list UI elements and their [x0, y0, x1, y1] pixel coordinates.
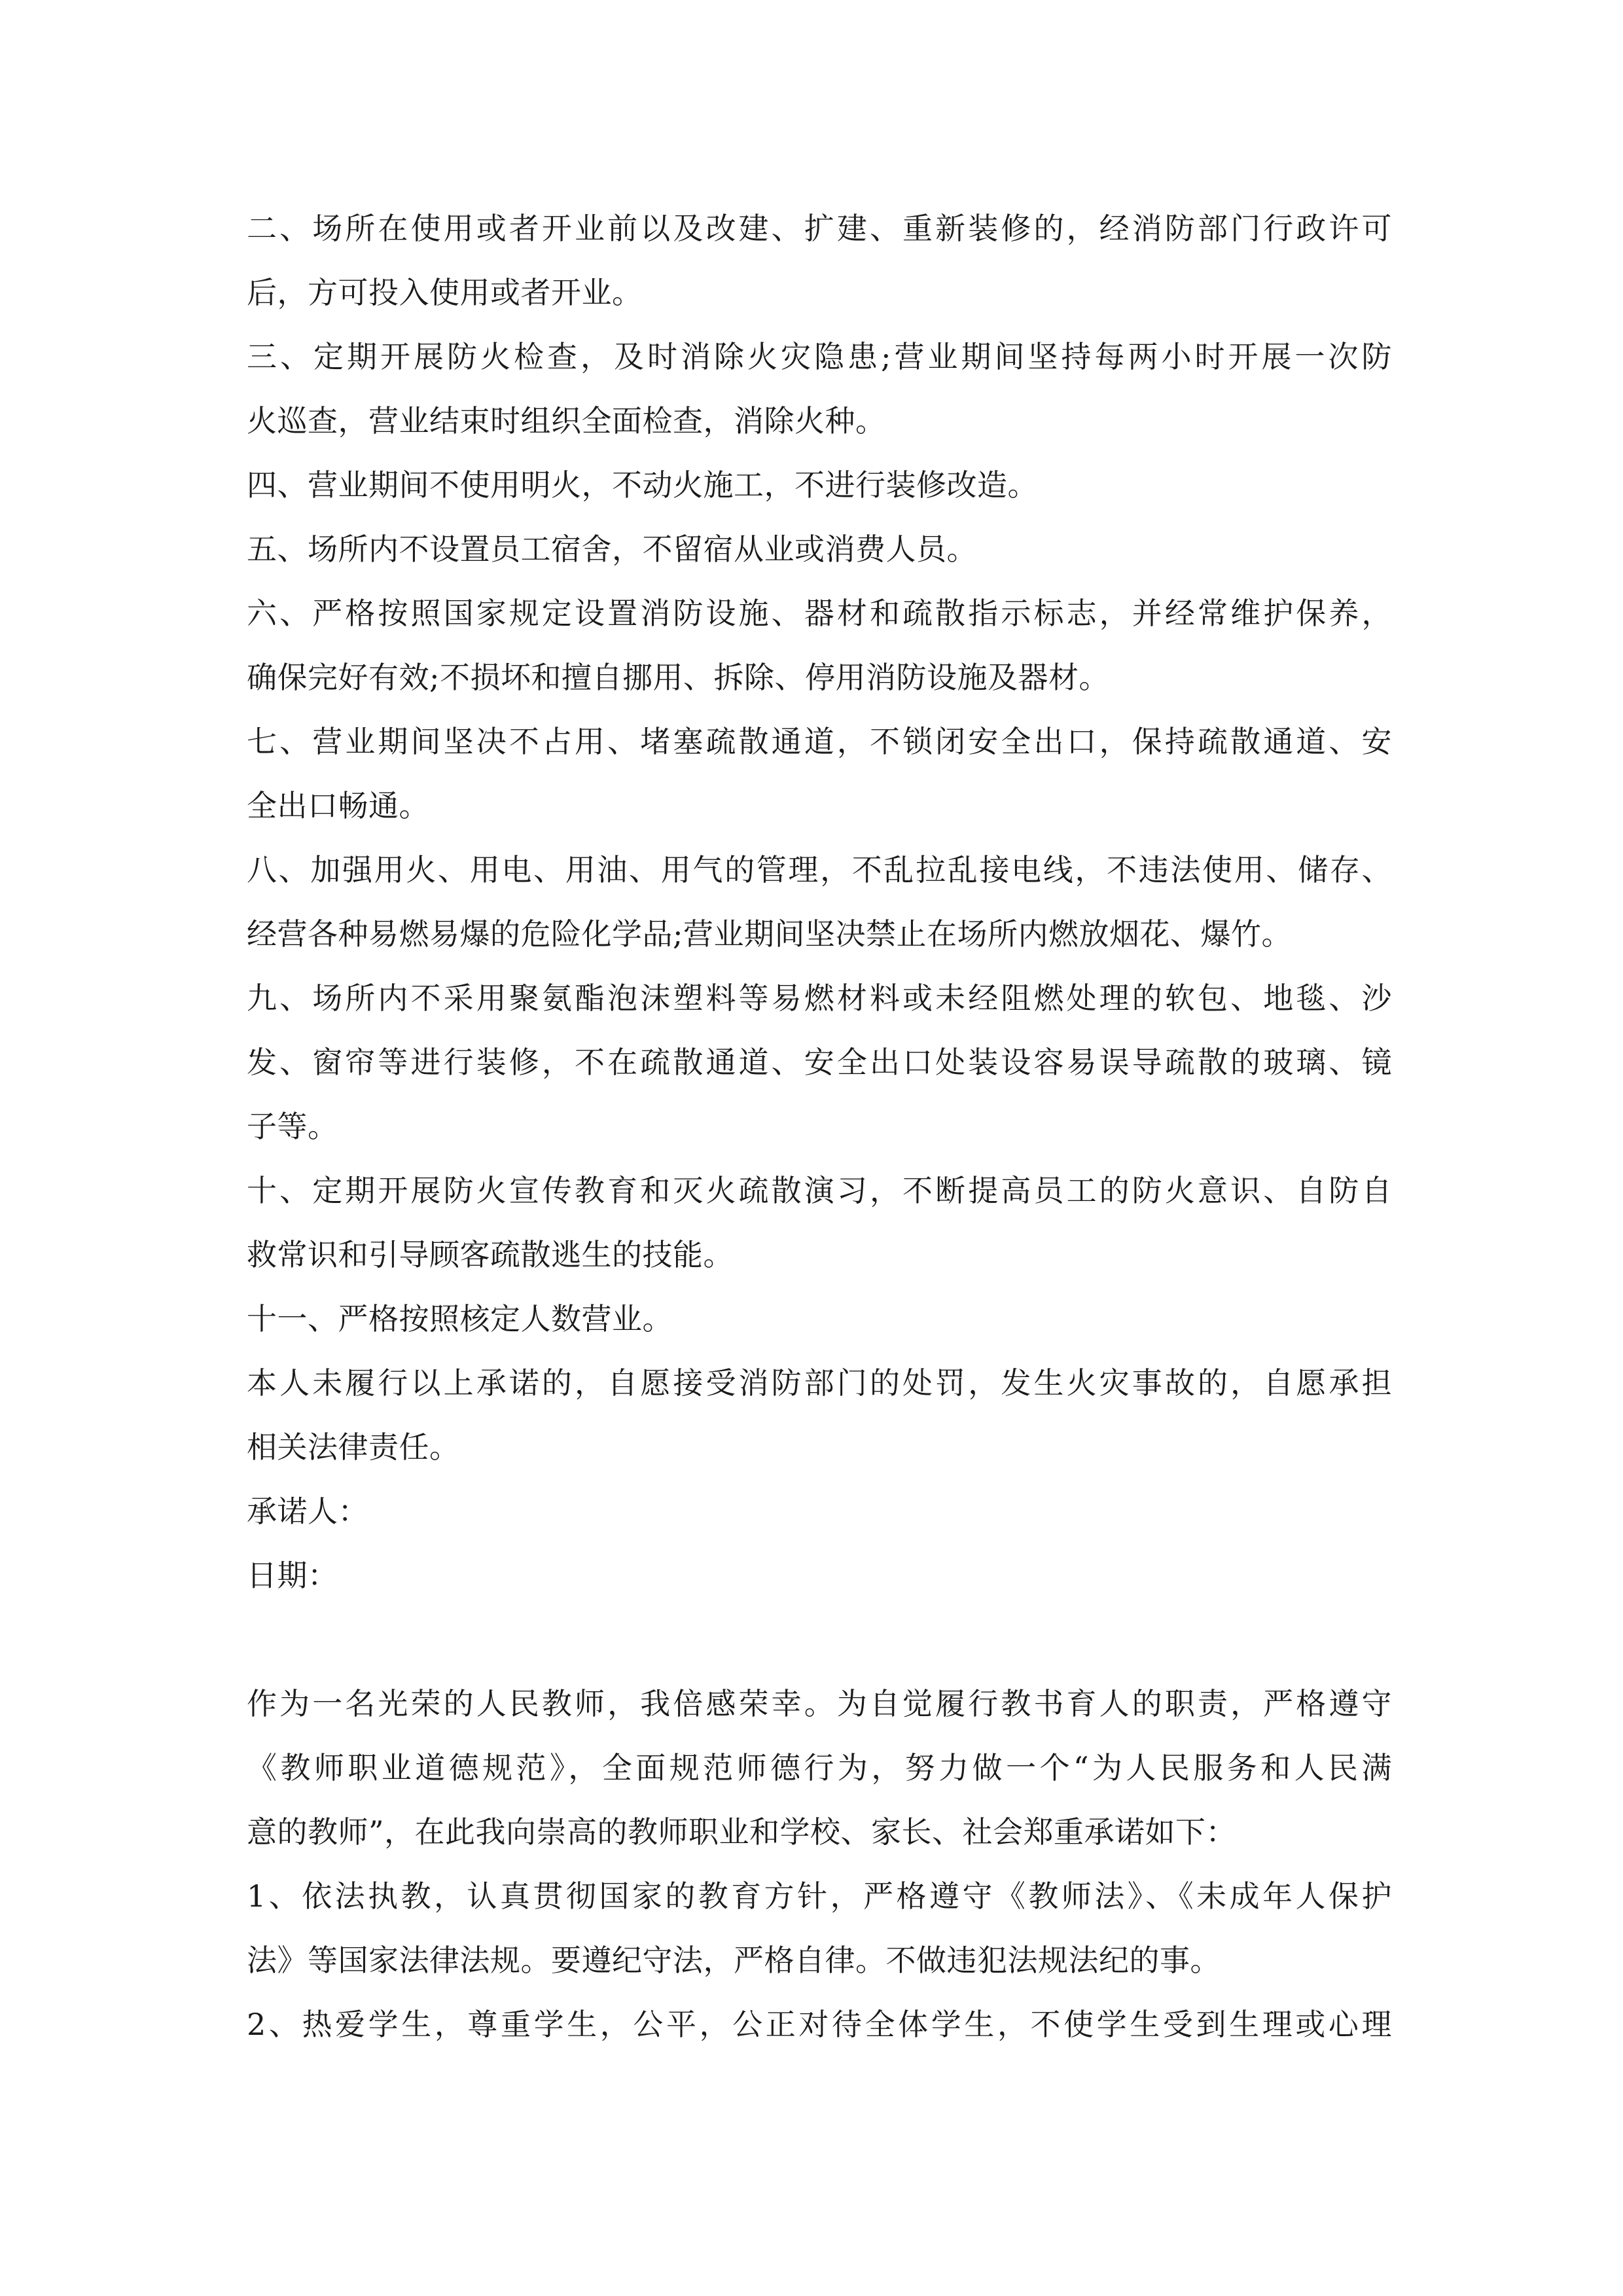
text-line: 承诺人： [247, 1494, 368, 1529]
fire-safety-commitment-section [247, 196, 1392, 1607]
text-line: 《教师职业道德规范》，全面规范师德行为，努力做一个“为人民服务和人民满 [247, 1750, 1392, 1785]
text-line: 七、营业期间坚决不占用、堵塞疏散通道，不锁闭安全出口，保持疏散通道、安 [247, 724, 1392, 759]
document-page [247, 196, 1392, 2056]
text-line: 五、场所内不设置员工宿舍，不留宿从业或消费人员。 [247, 531, 977, 567]
text-line: 本人未履行以上承诺的，自愿接受消防部门的处罚，发生火灾事故的，自愿承担 [247, 1365, 1392, 1401]
text-line: 全出口畅通。 [247, 788, 429, 823]
text-line: 三、定期开展防火检查，及时消除火灾隐患;营业期间坚持每两小时开展一次防 [247, 339, 1392, 374]
text-line: 作为一名光荣的人民教师，我倍感荣幸。为自觉履行教书育人的职责，严格遵守 [247, 1686, 1392, 1721]
teacher-commitment-section [247, 1672, 1392, 2056]
text-line: 九、场所内不采用聚氨酯泡沫塑料等易燃材料或未经阻燃处理的软包、地毯、沙 [247, 980, 1392, 1016]
text-line: 火巡查，营业结束时组织全面检查，消除火种。 [247, 403, 886, 439]
text-line: 相关法律责任。 [247, 1429, 460, 1465]
text-line: 十一、严格按照核定人数营业。 [247, 1301, 673, 1336]
text-line: 十、定期开展防火宣传教育和灭火疏散演习，不断提高员工的防火意识、自防自 [247, 1173, 1392, 1208]
text-line: 子等。 [247, 1109, 338, 1144]
text-line: 确保完好有效;不损坏和擅自挪用、拆除、停用消防设施及器材。 [247, 660, 1109, 695]
text-line: 发、窗帘等进行装修，不在疏散通道、安全出口处装设容易误导疏散的玻璃、镜 [247, 1045, 1392, 1080]
text-line: 法》等国家法律法规。要遵纪守法，严格自律。不做违犯法规法纪的事。 [247, 1943, 1221, 1978]
text-line: 六、严格按照国家规定设置消防设施、器材和疏散指示标志，并经常维护保养， [247, 596, 1392, 631]
text-line: 二、场所在使用或者开业前以及改建、扩建、重新装修的，经消防部门行政许可 [247, 211, 1392, 246]
text-line: 1、依法执教，认真贯彻国家的教育方针，严格遵守《教师法》、《未成年人保护 [247, 1878, 1392, 1914]
text-line: 经营各种易燃易爆的危险化学品;营业期间坚决禁止在场所内燃放烟花、爆竹。 [247, 916, 1292, 952]
section-gap [247, 1607, 1392, 1672]
text-line: 八、加强用火、用电、用油、用气的管理，不乱拉乱接电线，不违法使用、储存、 [247, 852, 1392, 888]
text-line: 日期： [247, 1558, 338, 1593]
text-line: 后，方可投入使用或者开业。 [247, 275, 643, 310]
text-line: 2、热爱学生，尊重学生，公平，公正对待全体学生，不使学生受到生理或心理 [247, 2007, 1392, 2042]
text-line: 四、营业期间不使用明火，不动火施工，不进行装修改造。 [247, 467, 1038, 503]
text-line: 意的教师”，在此我向崇高的教师职业和学校、家长、社会郑重承诺如下： [247, 1814, 1237, 1850]
text-line: 救常识和引导顾客疏散逃生的技能。 [247, 1237, 734, 1272]
